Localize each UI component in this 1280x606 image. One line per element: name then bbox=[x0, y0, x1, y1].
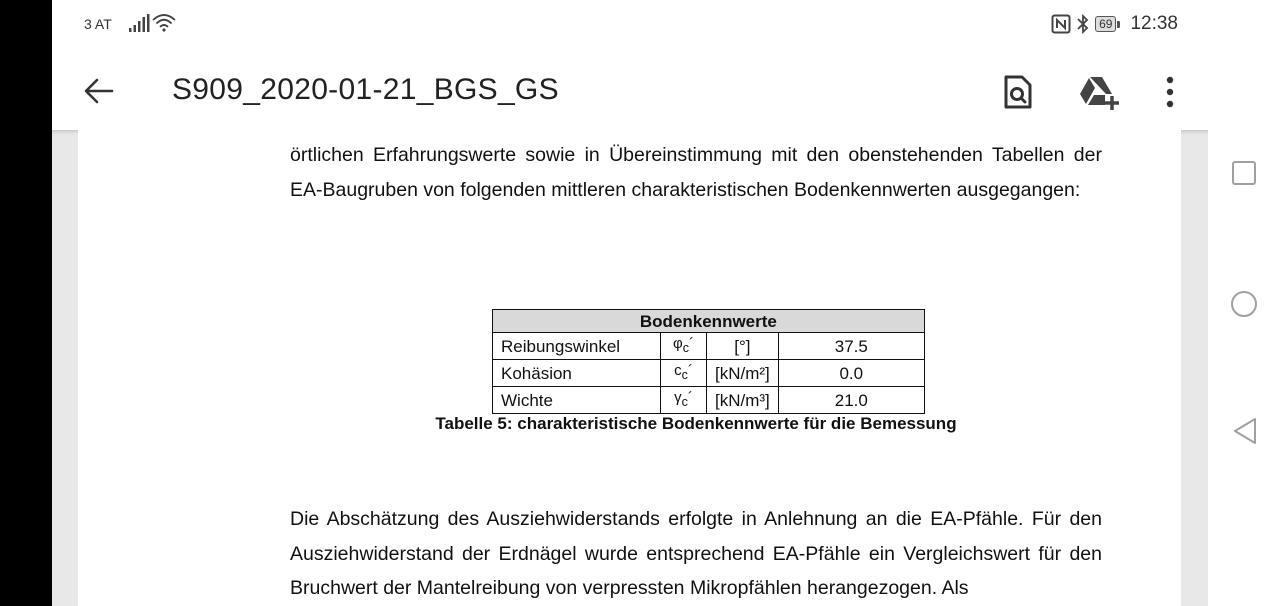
status-icons-right bbox=[1051, 13, 1178, 35]
table-cell-unit: [kN/m²] bbox=[707, 360, 779, 387]
drive-pdf-viewer bbox=[52, 0, 1208, 606]
table-cell-unit: [°] bbox=[707, 333, 779, 360]
table-cell-name: Reibungswinkel bbox=[493, 333, 661, 360]
table-header: Bodenkennwerte bbox=[493, 310, 925, 333]
document-page bbox=[78, 130, 1181, 606]
symbol-base: φ bbox=[673, 335, 683, 352]
table-cell-name: Wichte bbox=[493, 387, 661, 414]
table-row bbox=[493, 360, 925, 387]
nfc-icon bbox=[1051, 14, 1071, 34]
soil-parameters-table bbox=[492, 309, 925, 414]
status-bar bbox=[52, 0, 1208, 52]
table-cell-value: 0.0 bbox=[778, 360, 924, 387]
table-cell-value: 37.5 bbox=[778, 333, 924, 360]
table-cell-symbol: $c_c´$ bbox=[661, 360, 707, 387]
paragraph-2: Die Abschätzung des Ausziehwiderstands erfolgte in Anlehnung an die EA-Pfähle. Für den Ausziehwiderstand der Erdnägel wurde entsprechend EA-Pfähle ein Vergleichswert für den Bruchwert der Mantelreibung von verpressten Mikropfählen herangezogen. Als bbox=[290, 508, 1102, 599]
battery-tip bbox=[1117, 21, 1120, 28]
document-title: S909_2020-01-21_BGS_GS bbox=[172, 73, 559, 106]
battery-level: 69 bbox=[1095, 16, 1116, 32]
table-row bbox=[493, 333, 925, 360]
table-cell-symbol: $\varphi_c´$ bbox=[661, 333, 707, 360]
table-caption: Tabelle 5: charakteristische Bodenkennwerte für die Bemessung bbox=[435, 414, 957, 433]
recents-square-icon[interactable] bbox=[1232, 161, 1256, 185]
more-vert-icon[interactable] bbox=[1162, 74, 1178, 110]
document-viewport[interactable] bbox=[52, 130, 1208, 606]
back-arrow-icon[interactable] bbox=[82, 74, 116, 108]
bluetooth-icon bbox=[1075, 14, 1091, 34]
symbol-base: c bbox=[674, 362, 682, 379]
document-search-icon[interactable] bbox=[1002, 74, 1034, 110]
symbol-base: γ bbox=[674, 389, 682, 406]
battery-icon bbox=[1095, 16, 1120, 32]
signal-icon bbox=[128, 14, 150, 32]
carrier-label: 3 AT bbox=[84, 16, 112, 32]
paragraph-1: örtlichen Erfahrungswerte sowie in Übereinstimmung mit den obenstehenden Tabellen der EA-Baugruben von folgenden mittleren charakteristischen Bodenkennwerten ausgegangen: bbox=[290, 144, 1102, 201]
table-row bbox=[493, 387, 925, 414]
table-cell-value: 21.0 bbox=[778, 387, 924, 414]
symbol-sub: c bbox=[681, 368, 688, 382]
table-cell-unit: [kN/m³] bbox=[707, 387, 779, 414]
table-header-row bbox=[493, 310, 925, 333]
toolbar bbox=[52, 52, 1208, 130]
clock: 12:38 bbox=[1130, 13, 1178, 34]
wifi-icon bbox=[151, 13, 177, 33]
table-cell-name: Kohäsion bbox=[493, 360, 661, 387]
drive-add-icon[interactable] bbox=[1078, 74, 1120, 110]
symbol-sub: c bbox=[682, 341, 689, 355]
home-circle-icon[interactable] bbox=[1231, 291, 1257, 317]
symbol-sub: c bbox=[681, 395, 688, 409]
back-triangle-icon[interactable] bbox=[1232, 417, 1258, 445]
system-navigation-bar bbox=[1208, 0, 1280, 606]
table-cell-symbol: $\gamma_c´$ bbox=[661, 387, 707, 414]
